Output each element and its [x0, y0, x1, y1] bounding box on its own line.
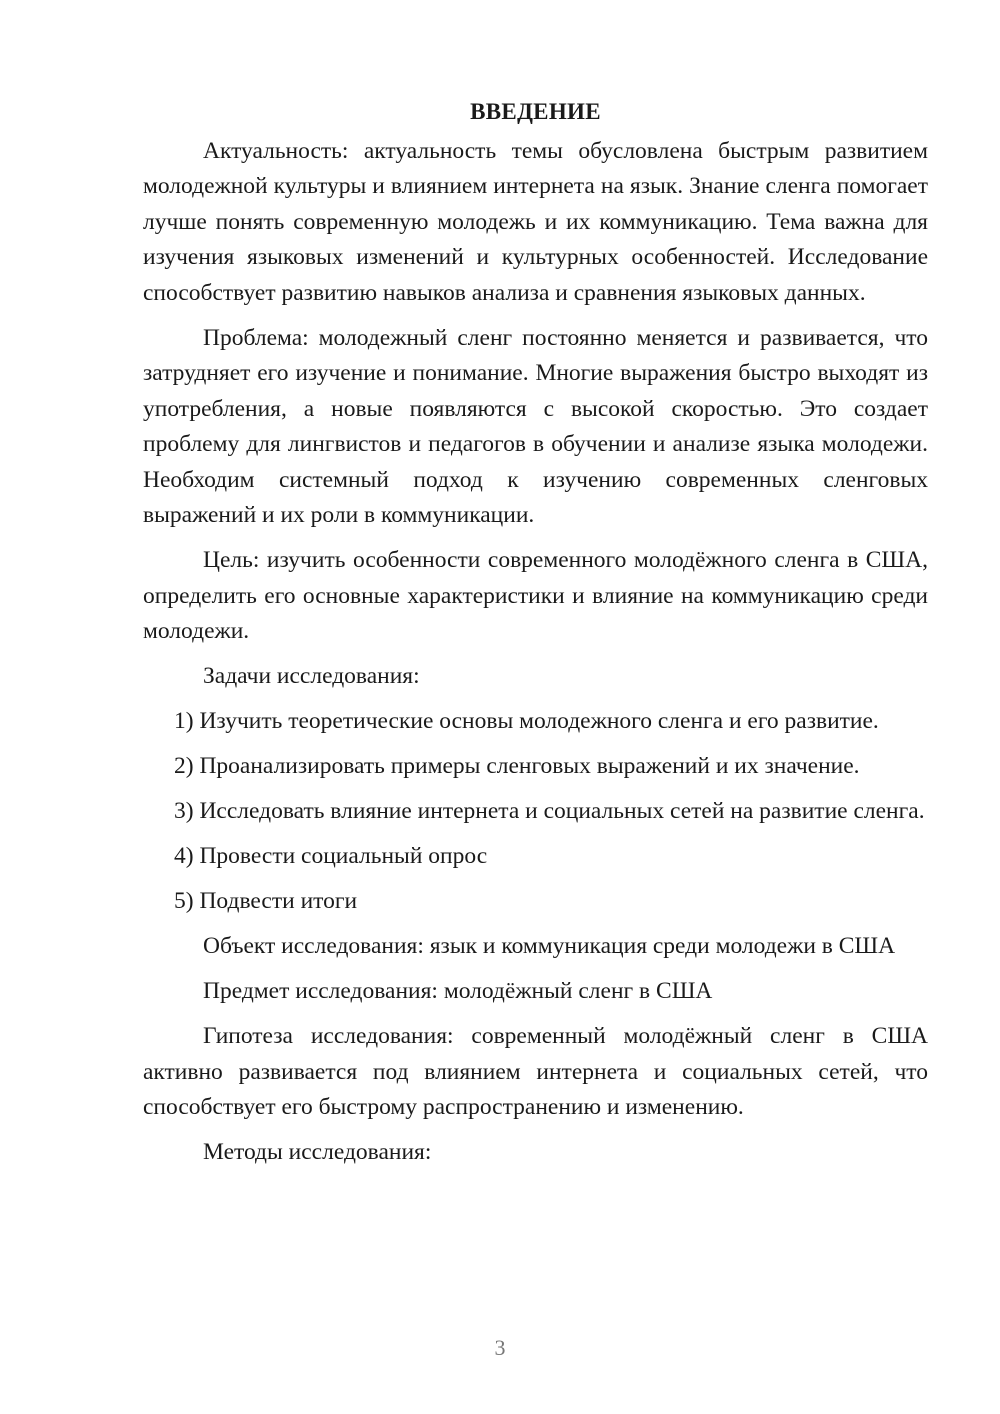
object-paragraph: Объект исследования: язык и коммуникация среди молодежи в США [203, 933, 896, 959]
task-item-5: 5) Подвести итоги [174, 888, 358, 914]
goal-paragraph: Цель: изучить особенности современного молодёжного сленга в США, определить его основные характеристики и влияние на коммуникацию среди молодежи. [143, 547, 928, 644]
hypothesis-paragraph: Гипотеза исследования: современный молодёжный сленг в США активно развивается под влиянием интернета и социальных сетей, что способствует его быстрому распространению и изменению. [143, 1023, 928, 1120]
tasks-heading: Задачи исследования: [203, 663, 420, 689]
relevance-paragraph: Актуальность: актуальность темы обусловлена быстрым развитием молодежной культуры и влиянием интернета на язык. Знание сленга помогает лучше понять современную молодежь и их коммуникацию. Тема важна для изучения языковых изменений и культурных особенностей. Исследование способствует развитию навыков анализа и сравнения языковых данных. [143, 137, 928, 306]
task-item-2: 2) Проанализировать примеры сленговых выражений и их значение. [174, 753, 860, 779]
subject-paragraph: Предмет исследования: молодёжный сленг в США [203, 978, 713, 1004]
task-item-1: 1) Изучить теоретические основы молодежного сленга и его развитие. [174, 708, 879, 734]
page-title: ВВЕДЕНИЕ [470, 99, 601, 124]
methods-heading: Методы исследования: [203, 1139, 432, 1165]
task-item-4: 4) Провести социальный опрос [174, 843, 488, 869]
problem-paragraph: Проблема: молодежный сленг постоянно меняется и развивается, что затрудняет его изучение и понимание. Многие выражения быстро выходят из употребления, а новые появляются с высокой скоростью. Это создает проблему для лингвистов и педагогов в обучении и анализе языка молодежи. Необходим системный подход к изучению современных сленговых выражений и их роли в коммуникации. [143, 324, 928, 528]
task-item-3: 3) Исследовать влияние интернета и социальных сетей на развитие сленга. [174, 798, 925, 824]
page-number: 3 [494, 1335, 506, 1360]
page-content [143, 94, 928, 1180]
